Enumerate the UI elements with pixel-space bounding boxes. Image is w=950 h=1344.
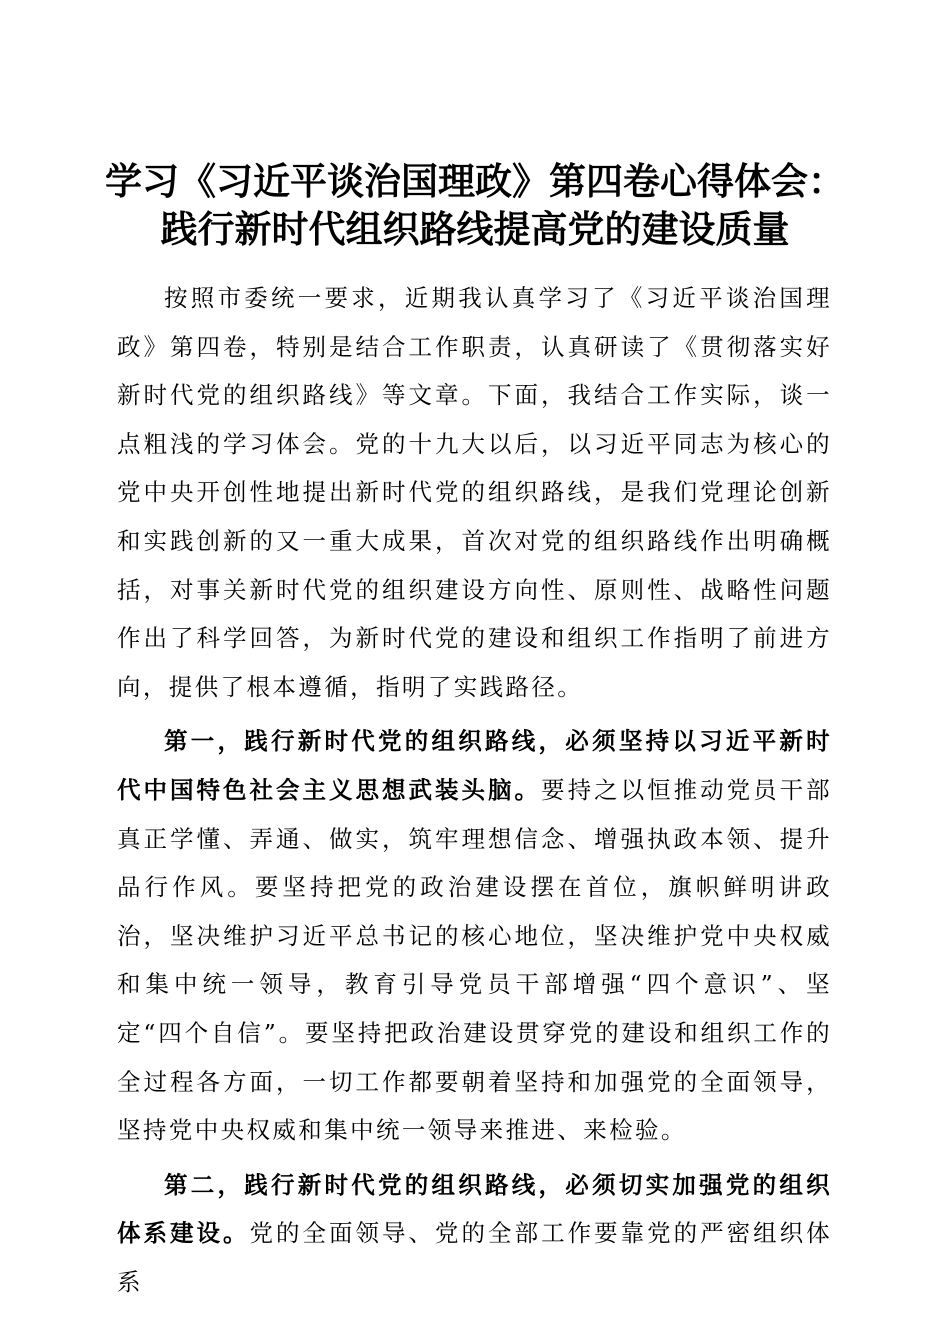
document-title [60, 157, 890, 253]
paragraph-text: 按照市委统一要求，近期我认真学习了《习近平谈治国理政》第四卷，特别是结合工作职责，认真研读了《贯彻落实好新时代党的组织路线》等文章。下面，我结合工作实际，谈一点粗浅的学习体会。党的十九大以后，以习近平同志为核心的党中央开创性地提出新时代党的组织路线，是我们党理论创新和实践创新的又一重大成果，首次对党的组织路线作出明确概括，对事关新时代党的组织建设方向性、原则性、战略性问题作出了科学回答，为新时代党的建设和组织工作指明了前进方向，提供了根本遵循，指明了实践路径。 [117, 284, 832, 701]
paragraph-lead: 第一，践行新时代党的组织路线，必须坚持以习近平新时代中国特色社会主义思想武装头脑。 [117, 727, 832, 804]
title-line-1: 学习《习近平谈治国理政》第四卷心得体会： [105, 158, 845, 203]
paragraph-point-2 [117, 1161, 832, 1307]
paragraph-intro [117, 274, 832, 711]
paragraph-text: 要持之以恒推动党员干部真正学懂、弄通、做实，筑牢理想信念、增强执政本领、提升品行作风。要坚持把党的政治建设摆在首位，旗帜鲜明讲政治，坚决维护习近平总书记的核心地位，坚决维护党中央权威和集中统一领导，教育引导党员干部增强“四个意识”、坚定“四个自信”。要坚持把政治建设贯穿党的建设和组织工作的全过程各方面，一切工作都要朝着坚持和加强党的全面领导，坚持党中央权威和集中统一领导来推进、来检验。 [117, 775, 832, 1145]
title-line-2: 践行新时代组织路线提高党的建设质量 [160, 206, 790, 251]
paragraph-text: 党的全面领导、党的全部工作要靠党的严密组织体系 [117, 1219, 833, 1296]
paragraph-lead: 第二，践行新时代党的组织路线，必须切实加强党的组织体系建设。 [117, 1170, 832, 1248]
document-body [117, 274, 832, 1312]
paragraph-point-1 [117, 717, 832, 1154]
